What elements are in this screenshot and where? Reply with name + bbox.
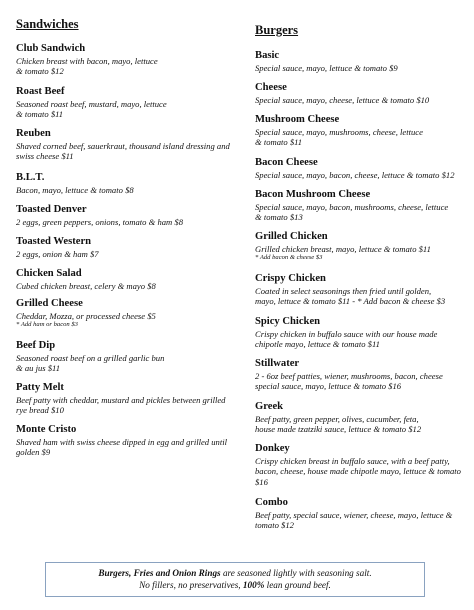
menu-item-name: Greek bbox=[255, 401, 284, 412]
footer-line-1-bold: Burgers, Fries and Onion Rings bbox=[98, 568, 221, 578]
menu-item bbox=[255, 358, 467, 392]
menu-item bbox=[16, 236, 231, 259]
menu-item bbox=[255, 316, 467, 350]
menu-item-description: Beef patty, green pepper, olives, cucumber, feta, bbox=[255, 414, 419, 424]
menu-item-description: 2 eggs, green peppers, onions, tomato & ham $8 bbox=[16, 217, 184, 227]
menu-item bbox=[16, 382, 231, 416]
menu-item-description: & tomato $12 bbox=[16, 66, 64, 77]
menu-item-description: 2 - 6oz beef patties, wiener, mushrooms, bacon, cheese bbox=[255, 371, 443, 381]
menu-item-description: & au jus $11 bbox=[16, 363, 61, 374]
menu-item bbox=[255, 497, 467, 531]
menu-item-name: Mushroom Cheese bbox=[255, 114, 340, 125]
menu-item-name: Grilled Cheese bbox=[16, 298, 83, 309]
menu-item-description: Crispy chicken breast in buffalo sauce, with a beef patty, bbox=[255, 456, 450, 466]
menu-item-name: Monte Cristo bbox=[16, 424, 77, 435]
menu-item-name: Spicy Chicken bbox=[255, 316, 321, 327]
menu-item bbox=[255, 82, 467, 105]
menu-item-description: Special sauce, mayo, mushrooms, cheese, lettuce bbox=[255, 127, 423, 137]
menu-item-name: Grilled Chicken bbox=[255, 231, 328, 242]
footer-note-box bbox=[45, 562, 425, 597]
menu-item bbox=[16, 424, 231, 458]
menu-item-description: Cubed chicken breast, celery & mayo $8 bbox=[16, 281, 156, 291]
menu-item-name: B.L.T. bbox=[16, 172, 45, 183]
menu-item-addon-note: * Add ham or bacon $3 bbox=[16, 321, 78, 329]
menu-item-name: Club Sandwich bbox=[16, 43, 86, 54]
footer-line-1-rest: are seasoned lightly with seasoning salt. bbox=[220, 568, 372, 578]
menu-item-description: tomato $12 bbox=[255, 520, 294, 531]
menu-item bbox=[255, 231, 467, 263]
menu-item-description: bacon, cheese, house made chipotle mayo, lettuce & tomato bbox=[255, 466, 461, 477]
menu-item bbox=[255, 157, 467, 180]
menu-item-description: Special sauce, mayo, bacon, mushrooms, cheese, lettuce bbox=[255, 202, 449, 212]
menu-item-description: & tomato $13 bbox=[255, 212, 303, 223]
menu-item-name: Beef Dip bbox=[16, 340, 56, 351]
menu-item bbox=[16, 340, 231, 374]
footer-line-2-rest: lean ground beef. bbox=[264, 580, 331, 590]
menu-item-description: Shaved ham with swiss cheese dipped in egg and grilled until bbox=[16, 437, 228, 447]
menu-item-description: Cheddar, Mozza, or processed cheese $5 bbox=[16, 311, 156, 321]
menu-item-description: & tomato $11 bbox=[255, 137, 303, 148]
menu-item-name: Patty Melt bbox=[16, 382, 64, 393]
footer-line-1 bbox=[46, 567, 424, 579]
footer-line-2-bold: 100% bbox=[242, 580, 265, 590]
menu-item bbox=[255, 50, 467, 73]
footer-line-2 bbox=[46, 579, 424, 591]
menu-item-description: Special sauce, mayo, bacon, cheese, lettuce & tomato $12 bbox=[255, 170, 455, 180]
menu-item bbox=[255, 401, 467, 435]
menu-item bbox=[16, 172, 231, 195]
menu-item-name: Basic bbox=[255, 50, 280, 61]
menu-item-name: Toasted Western bbox=[16, 236, 92, 247]
menu-item bbox=[16, 128, 231, 162]
menu-item-name: Bacon Cheese bbox=[255, 157, 318, 168]
menu-item-description: & tomato $11 bbox=[16, 109, 64, 120]
menu-item-name: Roast Beef bbox=[16, 86, 65, 97]
menu-item-description: special sauce, mayo, lettuce & tomato $16 bbox=[255, 381, 402, 392]
menu-item bbox=[16, 268, 231, 291]
menu-item-description: Special sauce, mayo, lettuce & tomato $9 bbox=[255, 63, 398, 73]
menu-item-description: Special sauce, mayo, cheese, lettuce & tomato $10 bbox=[255, 95, 430, 105]
menu-item bbox=[16, 204, 231, 227]
menu-item-description: house made tzatziki sauce, lettuce & tomato $12 bbox=[255, 424, 422, 435]
menu-item-description: 2 eggs, onion & ham $7 bbox=[16, 249, 99, 259]
menu-item-description: Bacon, mayo, lettuce & tomato $8 bbox=[16, 185, 134, 195]
menu-item-description: Beef patty with cheddar, mustard and pickles between grilled bbox=[16, 395, 226, 405]
menu-item bbox=[255, 443, 467, 487]
menu-item bbox=[255, 273, 467, 307]
menu-item bbox=[16, 298, 231, 330]
menu-item-name: Cheese bbox=[255, 82, 287, 93]
menu-item-description: mayo, lettuce & tomato $11 - * Add bacon & cheese $3 bbox=[255, 296, 446, 307]
menu-item-description: Crispy chicken in buffalo sauce with our house made bbox=[255, 329, 438, 339]
menu-item bbox=[255, 114, 467, 148]
sandwiches-heading: Sandwiches bbox=[16, 17, 79, 31]
menu-item bbox=[16, 86, 231, 120]
menu-item-description: Chicken breast with bacon, mayo, lettuce bbox=[16, 56, 158, 66]
menu-item-description: chipotle mayo, lettuce & tomato $11 bbox=[255, 339, 380, 350]
menu-item-description: $16 bbox=[255, 476, 268, 487]
menu-item-name: Combo bbox=[255, 497, 288, 508]
menu-item-description: Shaved corned beef, sauerkraut, thousand island dressing and bbox=[16, 141, 230, 151]
menu-item-name: Toasted Denver bbox=[16, 204, 87, 215]
menu-item bbox=[16, 43, 231, 77]
menu-item-name: Crispy Chicken bbox=[255, 273, 326, 284]
burgers-heading: Burgers bbox=[255, 23, 299, 37]
menu-item-description: Seasoned roast beef on a grilled garlic bun bbox=[16, 353, 165, 363]
menu-item bbox=[255, 189, 467, 223]
menu-item-name: Bacon Mushroom Cheese bbox=[255, 189, 371, 200]
menu-item-name: Chicken Salad bbox=[16, 268, 82, 279]
menu-item-description: Grilled chicken breast, mayo, lettuce & tomato $11 bbox=[255, 244, 431, 254]
menu-item-description: Coated in select seasonings then fried until golden, bbox=[255, 286, 432, 296]
menu-item-name: Donkey bbox=[255, 443, 290, 454]
menu-item-name: Stillwater bbox=[255, 358, 300, 369]
menu-item-addon-note: * Add bacon & cheese $3 bbox=[255, 254, 323, 262]
menu-item-name: Reuben bbox=[16, 128, 51, 139]
footer-line-2-start: No fillers, no preservatives, bbox=[139, 580, 243, 590]
menu-item-description: Beef patty, special sauce, wiener, cheese, mayo, lettuce & bbox=[255, 510, 453, 520]
menu-item-description: Seasoned roast beef, mustard, mayo, lettuce bbox=[16, 99, 167, 109]
menu-item-description: rye bread $10 bbox=[16, 405, 64, 416]
menu-item-description: golden $9 bbox=[16, 447, 51, 458]
menu-item-description: swiss cheese $11 bbox=[16, 151, 74, 162]
